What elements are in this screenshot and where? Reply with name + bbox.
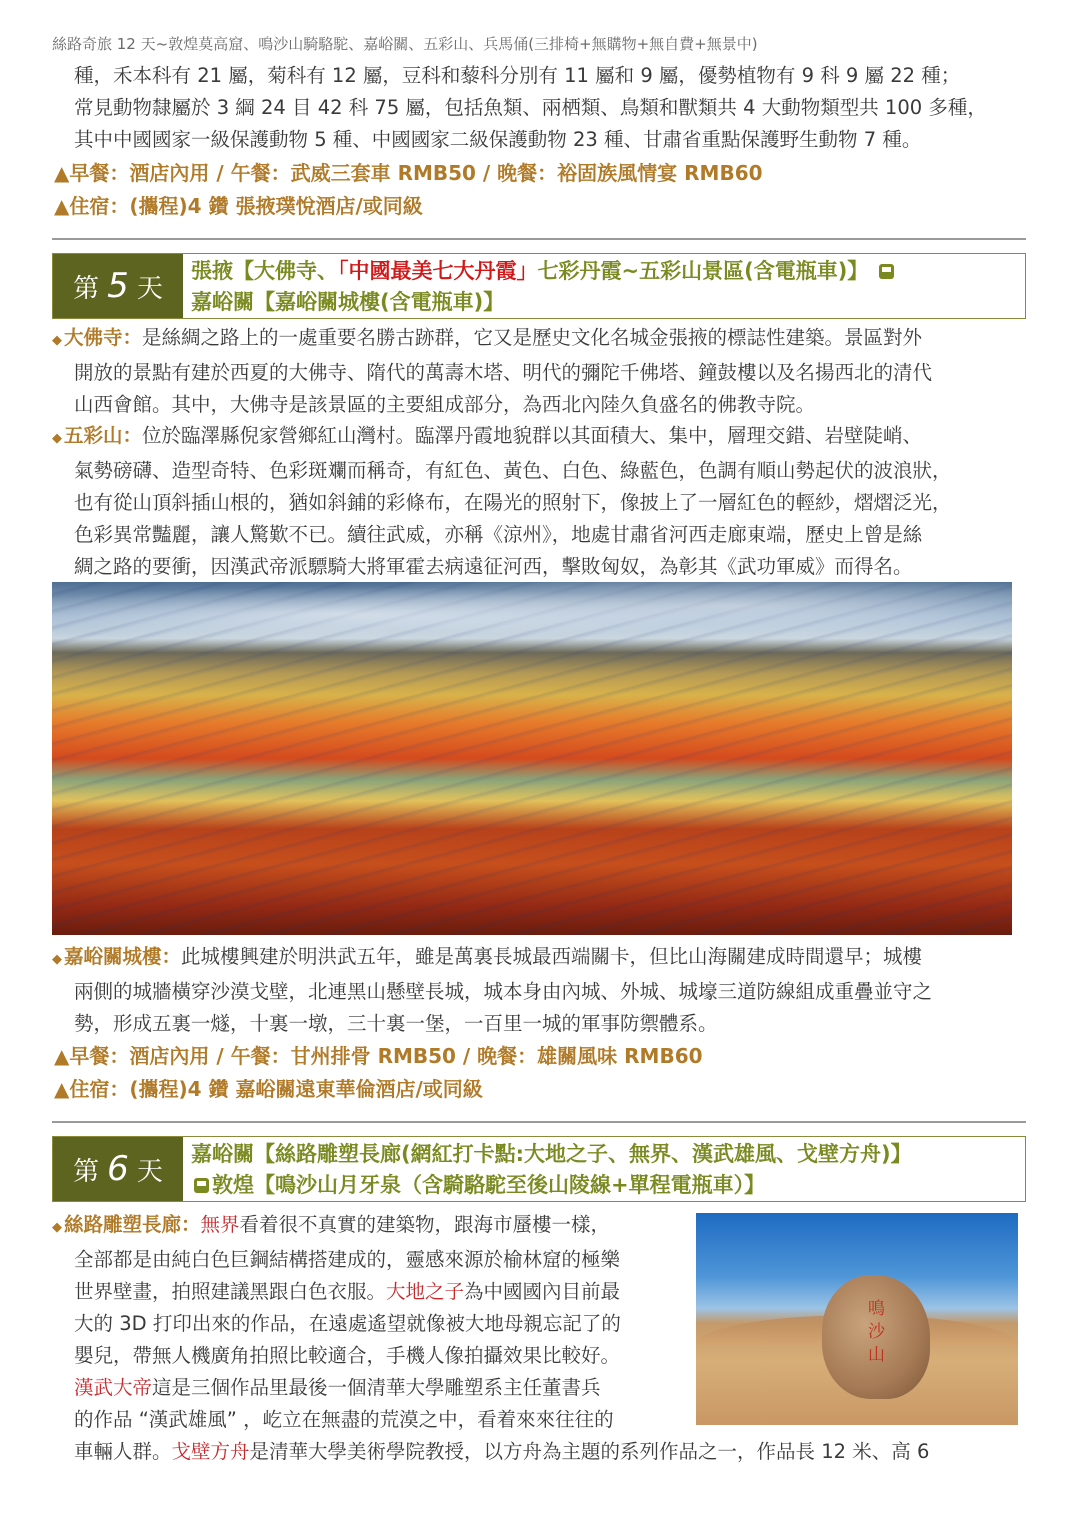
section-text: 為中國國內目前最 (464, 1280, 621, 1303)
cloud-decoration (52, 582, 1012, 662)
highlight-term: 無界 (200, 1213, 240, 1236)
section-text: 這是三個作品里最後一個清華大學雕塑系主任董書兵 (152, 1376, 601, 1399)
section-text: 此城樓興建於明洪武五年，雖是萬裏長城最西端關卡，但比山海關建成時間還早；城樓 (181, 945, 923, 968)
section-text: 氣勢磅礴、造型奇特、色彩斑斕而稱奇，有紅色、黃色、白色、綠藍色，色調有順山勢起伏的波浪狀， (74, 459, 952, 482)
section-text: 全部都是由純白色巨鋼結構搭建成的，靈感來源於榆林窟的極樂 (74, 1248, 621, 1271)
day5-title-line2: 嘉峪關【嘉峪關城樓(含電瓶車)】 (191, 290, 505, 314)
section-title: 五彩山： (64, 424, 143, 447)
day6-banner (52, 1136, 1026, 1202)
diamond-bullet-icon: ◆ (52, 952, 62, 967)
divider (52, 1121, 1026, 1123)
section-wucaishan (52, 420, 1042, 583)
diamond-bullet-icon: ◆ (52, 431, 62, 446)
day5-title (183, 254, 897, 318)
inscribed-rock (822, 1275, 930, 1399)
section-jiayuguan (52, 941, 1042, 1040)
day-number: 5 (107, 266, 129, 306)
section-dafosi (52, 322, 1042, 421)
day5-badge (53, 254, 183, 318)
highlight-term: 漢武大帝 (74, 1376, 153, 1399)
intro-line: 種，禾本科有 21 屬，菊科有 12 屬，豆科和藜科分別有 11 屬和 9 屬，優勢植物有 9 科 9 屬 22 種； (74, 64, 961, 87)
rock-inscription: 鳴沙山 (864, 1299, 884, 1368)
section-text: 是絲綢之路上的一處重要名勝古跡群，它又是歷史文化名城金張掖的標誌性建築。景區對外 (142, 326, 923, 349)
section-text: 綢之路的要衝，因漢武帝派驃騎大將軍霍去病遠征河西，擊敗匈奴，為彰其《武功軍威》而得名。 (74, 555, 913, 578)
day6-badge (53, 1137, 183, 1201)
highlight-term: 大地之子 (386, 1280, 465, 1303)
section-text: 車輛人群。 (74, 1440, 172, 1463)
day6-title-line2: 敦煌【鳴沙山月牙泉（含騎駱駝至後山陵線+單程電瓶車）】 (212, 1173, 766, 1197)
day5-title-part: 張掖【大佛寺、 (191, 259, 338, 283)
section-text: 山西會館。其中，大佛寺是該景區的主要組成部分，為西北內陸久負盛名的佛教寺院。 (74, 393, 816, 416)
day4-meals: ▲早餐：酒店內用 / 午餐：武威三套車 RMB50 / 晚餐：裕固族風情宴 RMB60 (54, 161, 763, 185)
section-title: 大佛寺： (64, 326, 143, 349)
day6-title (183, 1137, 912, 1201)
section-text: 看着很不真實的建築物，跟海市蜃樓一樣， (239, 1213, 611, 1236)
section-text: 世界壁畫，拍照建議黑跟白色衣服。 (74, 1280, 387, 1303)
section-text: 的作品 “漢武雄風” ，屹立在無盡的荒漠之中，看着來來往往的 (74, 1408, 614, 1431)
day5-title-highlight: 「中國最美七大丹霞」 (338, 259, 538, 283)
section-text: 位於臨澤縣倪家營鄉紅山灣村。臨澤丹霞地貌群以其面積大、集中，層理交錯、岩壁陡峭、 (142, 424, 923, 447)
highlight-term: 戈壁方舟 (171, 1440, 250, 1463)
section-title: 嘉峪關城樓： (64, 945, 182, 968)
day5-meals: ▲早餐：酒店內用 / 午餐：甘州排骨 RMB50 / 晚餐：雄關風味 RMB60 (54, 1044, 703, 1068)
day-number: 6 (107, 1149, 129, 1189)
danxia-landscape-photo (52, 582, 1012, 935)
section-text: 大的 3D 打印出來的作品，在遠處遙望就像被大地母親忘記了的 (74, 1312, 621, 1335)
bus-icon (879, 264, 894, 279)
day-label-post: 天 (136, 1156, 163, 1187)
mingsha-rock-photo (696, 1213, 1018, 1425)
section-title: 絲路雕塑長廊： (64, 1213, 201, 1236)
day-label-pre: 第 (73, 1156, 100, 1187)
day-label-pre: 第 (73, 273, 100, 304)
section-text: 也有從山頂斜插山根的，猶如斜鋪的彩條布，在陽光的照射下，像披上了一層紅色的輕紗，熠熠泛光， (74, 491, 952, 514)
section-text: 勢，形成五裏一燧，十裏一墩，三十裏一堡，一百里一城的軍事防禦體系。 (74, 1012, 718, 1035)
day5-banner (52, 253, 1026, 319)
intro-paragraph (74, 60, 1034, 156)
diamond-bullet-icon: ◆ (52, 333, 62, 348)
day6-title-line1: 嘉峪關【絲路雕塑長廊(網紅打卡點:大地之子、無界、漢武雄風、戈壁方舟)】 (191, 1142, 912, 1166)
page-header: 絲路奇旅 12 天~敦煌莫高窟、鳴沙山騎駱駝、嘉峪關、五彩山、兵馬俑(三排椅+無購物+無自費+無景中) (52, 35, 758, 53)
intro-line: 常見動物隸屬於 3 綱 24 目 42 科 75 屬，包括魚類、兩栖類、鳥類和獸類共 4 大動物類型共 100 多種， (74, 96, 987, 119)
day-label-post: 天 (136, 273, 163, 304)
bus-icon (194, 1178, 209, 1193)
section-text: 嬰兒，帶無人機廣角拍照比較適合，手機人像拍攝效果比較好。 (74, 1344, 621, 1367)
intro-line: 其中中國國家一級保護動物 5 種、中國國家二級保護動物 23 種、甘肅省重點保護野生動物 7 種。 (74, 128, 922, 151)
section-text: 色彩異常豔麗，讓人驚歎不已。續往武威，亦稱《涼州》，地處甘肅省河西走廊東端，歷史上曾是絲 (74, 523, 923, 546)
day4-hotel: ▲住宿：(攜程)4 鑽 張掖璞悅酒店/或同級 (54, 194, 423, 218)
section-text: 是清華大學美術學院教授，以方舟為主題的系列作品之一，作品長 12 米、高 6 (249, 1440, 930, 1463)
diamond-bullet-icon: ◆ (52, 1220, 62, 1235)
divider (52, 238, 1026, 240)
day5-title-part: 七彩丹霞~五彩山景區(含電瓶車)】 (537, 259, 869, 283)
day5-hotel: ▲住宿：(攜程)4 鑽 嘉峪關遠東華倫酒店/或同級 (54, 1077, 483, 1101)
section-text: 開放的景點有建於西夏的大佛寺、隋代的萬壽木塔、明代的彌陀千佛塔、鐘鼓樓以及名揚西北的清代 (74, 361, 933, 384)
section-text: 兩側的城牆橫穿沙漠戈壁，北連黑山懸壁長城，城本身由內城、外城、城壕三道防線組成重疊並守之 (74, 980, 933, 1003)
